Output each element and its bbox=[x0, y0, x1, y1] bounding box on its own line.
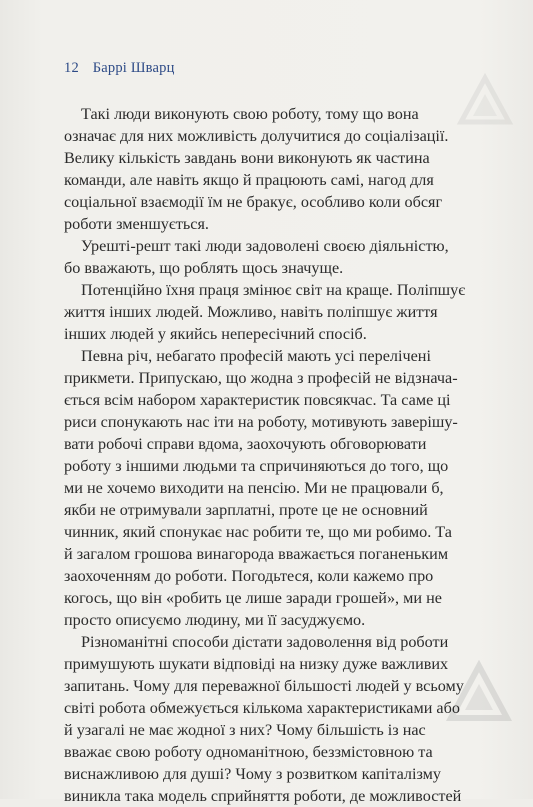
text-line: життя інших людей. Можливо, навіть поліпшує життя bbox=[64, 303, 438, 321]
author-name: Баррі Шварц bbox=[92, 60, 175, 76]
text-line: примушують шукати відповіді на низку дуже важливих bbox=[64, 655, 449, 673]
text-line: Потенційно їхня праця змінює світ на краще. Поліпшує bbox=[81, 281, 466, 299]
text-line: Різноманітні способи дістати задоволення від роботи bbox=[81, 633, 449, 651]
text-line: соціальної взаємодії їм не бракує, особливо коли обсяг bbox=[64, 193, 443, 211]
text-line: Велику кількість завдань вони виконують як частина bbox=[64, 149, 430, 167]
text-line: команди, але навіть якщо й працюють самі, нагод для bbox=[64, 171, 434, 189]
text-line: бо вважають, що роблять щось значуще. bbox=[64, 259, 344, 277]
text-line: Певна річ, небагато професій мають усі перелічені bbox=[81, 347, 431, 365]
text-line: виникла така модель сприйняття роботи, де можливостей bbox=[64, 787, 462, 805]
text-line: виснажливою для душі? Чому з розвитком капіталізму bbox=[64, 765, 441, 783]
text-line: запитань. Чому для переважної більшості людей у всьому bbox=[64, 677, 464, 695]
text-line: Урешті-решт такі люди задоволені своєю діяльністю, bbox=[81, 237, 449, 255]
text-line: якби не отримували зарплатні, проте це не основний bbox=[64, 501, 428, 519]
text-line: ми не хочемо виходити на пенсію. Ми не працювали б, bbox=[64, 479, 444, 497]
text-line: риси спонукають нас іти на роботу, мотивують заверішу- bbox=[64, 413, 458, 431]
text-line: й узагалі не має жодної з них? Чому більшість із нас bbox=[64, 721, 426, 739]
text-line: роботу з іншими людьми та спричиняються до того, що bbox=[64, 457, 449, 475]
text-line: чинник, який спонукає нас робити те, що ми робимо. Та bbox=[64, 523, 452, 541]
text-line: світі робота обмежується кількома характеристиками або bbox=[64, 699, 460, 717]
body-text bbox=[64, 103, 472, 807]
text-line: ється всім набором характеристик повсякчас. Та саме ці bbox=[64, 391, 451, 409]
text-line: інших людей у якийсь непересічний спосіб. bbox=[64, 325, 367, 343]
text-line: заохоченням до роботи. Погодьтеся, коли кажемо про bbox=[64, 567, 434, 585]
page-number: 12 bbox=[64, 60, 79, 76]
text-line: вати робочі справи вдома, заохочують обговорювати bbox=[64, 435, 427, 453]
text-line: означає для них можливість долучитися до соціалізації. bbox=[64, 127, 449, 145]
running-header bbox=[64, 60, 175, 77]
text-line: роботи зменшується. bbox=[64, 215, 209, 233]
text-line: й загалом грошова винагорода вважається поганеньким bbox=[64, 545, 449, 563]
text-line: Такі люди виконують свою роботу, тому що вона bbox=[81, 105, 419, 123]
text-line: прикмети. Припускаю, що жодна з професій не відзнача- bbox=[64, 369, 458, 387]
text-line: когось, що він «робить це лише заради грошей», ми не bbox=[64, 589, 442, 607]
text-line: просто описуємо людину, ми її засуджуємо. bbox=[64, 611, 366, 629]
text-line: вважає свою роботу одноманітною, беззмістовною та bbox=[64, 743, 433, 761]
